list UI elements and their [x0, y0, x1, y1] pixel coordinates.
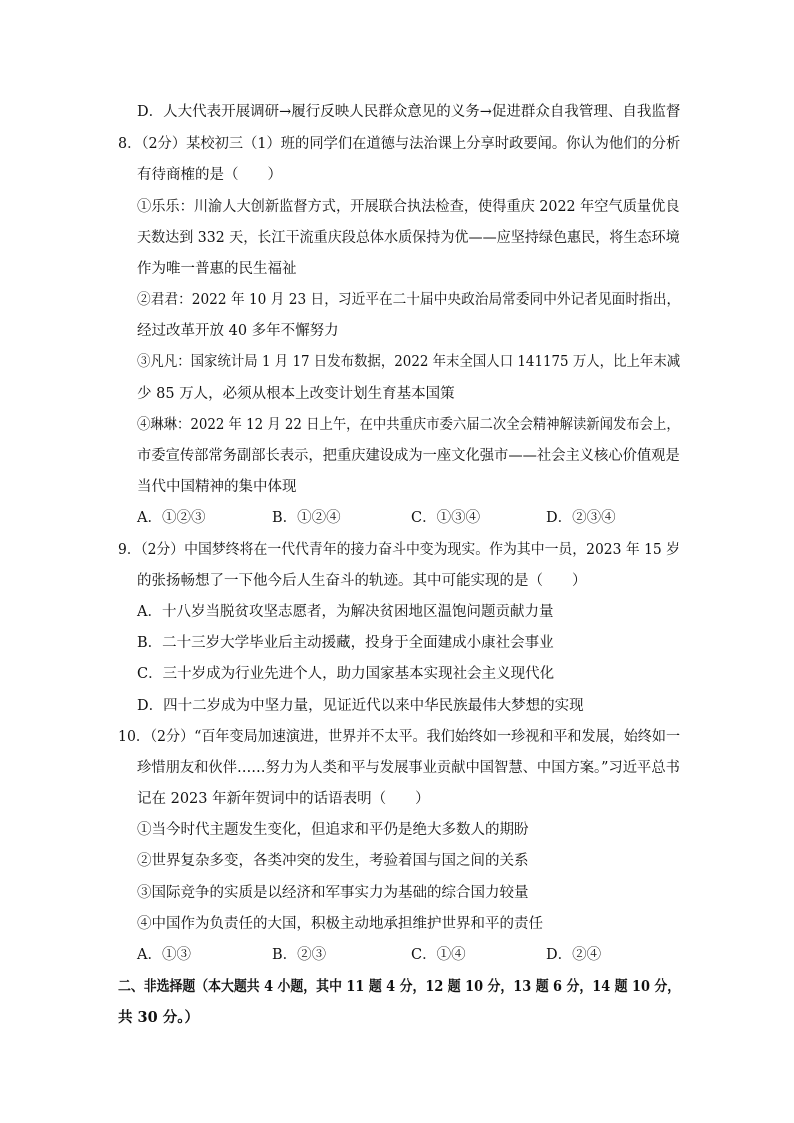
q8-item-line: 当代中国精神的集中体现: [137, 479, 297, 495]
section-2-heading: 二、非选择题（本大题共 4 小题，其中 11 题 4 分，12 题 10 分，13 题 6 分，14 题 10 分，: [118, 978, 681, 995]
q8-option-a: A．①②③: [137, 510, 206, 526]
q8-item-line: 作为唯一普惠的民生福祉: [137, 261, 297, 277]
q10-option-a: A．①③: [137, 947, 191, 963]
q8-option-c: C．①③④: [411, 510, 481, 526]
q8-item-line: ①乐乐：川渝人大创新监督方式，开展联合执法检查，使得重庆 2022 年空气质量优良: [137, 199, 680, 215]
q8-stem-line-1: 8．（2分）某校初三（1）班的同学们在道德与法治课上分享时政要闻。你认为他们的分析: [118, 136, 681, 152]
q9-stem-line-2: 的张扬畅想了一下他今后人生奋斗的轨迹。其中可能实现的是（ ）: [137, 573, 587, 589]
q10-item-line: ④中国作为负责任的大国，积极主动地承担维护世界和平的责任: [137, 916, 543, 932]
q9-stem-line-1: 9．（2分）中国梦终将在一代代青年的接力奋斗中变为现实。作为其中一员，2023 年 15 岁: [118, 542, 681, 558]
q8-item-line: ④琳琳：2022 年 12 月 22 日上午，在中共重庆市委六届二次全会精神解读新闻发布会上，: [137, 417, 680, 433]
q10-options: [0, 946, 794, 964]
q8-item-line: 天数达到 332 天，长江干流重庆段总体水质保持为优——应坚持绿色惠民，将生态环境: [137, 230, 680, 246]
q8-item-line: 市委宣传部常务副部长表示，把重庆建设成为一座文化强市——社会主义核心价值观是: [137, 448, 680, 464]
q10-option-d: D．②④: [546, 947, 602, 963]
q9-option-d: D．四十二岁成为中坚力量，见证近代以来中华民族最伟大梦想的实现: [137, 698, 584, 714]
q8-item-line: ③凡凡：国家统计局 1 月 17 日发布数据，2022 年末全国人口 141175 万人，比上年末减: [137, 354, 681, 370]
q10-stem-line-3: 记在 2023 年新年贺词中的话语表明（ ）: [137, 791, 430, 807]
q10-item-line: ②世界复杂多变，各类冲突的发生，考验着国与国之间的关系: [137, 853, 529, 869]
q10-option-c: C．①④: [411, 947, 466, 963]
q9-option-c: C．三十岁成为行业先进个人，助力国家基本实现社会主义现代化: [137, 666, 555, 682]
section-2-heading-cont: 共 30 分。）: [118, 1009, 200, 1026]
q8-item-line: 少 85 万人，必须从根本上改变计划生育基本国策: [137, 386, 455, 402]
q8-item-line: 经过改革开放 40 多年不懈努力: [137, 323, 339, 339]
q8-options: [0, 509, 794, 527]
q9-option-a: A．十八岁当脱贫攻坚志愿者，为解决贫困地区温饱问题贡献力量: [137, 604, 554, 620]
q10-stem-line-2: 珍惜朋友和伙伴……努力为人类和平与发展事业贡献中国智慧、中国方案。”习近平总书: [137, 760, 680, 776]
q7-option-d: D．人大代表开展调研→履行反映人民群众意见的义务→促进群众自我管理、自我监督: [137, 104, 681, 120]
q8-stem-line-2: 有待商榷的是（ ）: [137, 167, 282, 183]
q10-item-line: ①当今时代主题发生变化，但追求和平仍是绝大多数人的期盼: [137, 822, 529, 838]
q10-item-line: ③国际竞争的实质是以经济和军事实力为基础的综合国力较量: [137, 885, 529, 901]
q10-option-b: B．②③: [272, 947, 327, 963]
q8-option-b: B．①②④: [272, 510, 341, 526]
q9-option-b: B．二十三岁大学毕业后主动援藏，投身于全面建成小康社会事业: [137, 635, 554, 651]
q10-stem-line-1: 10．（2分）“百年变局加速演进，世界并不太平。我们始终如一珍视和平和发展，始终如一: [118, 729, 681, 745]
q8-item-line: ②君君：2022 年 10 月 23 日，习近平在二十届中央政治局常委同中外记者见面时指出，: [137, 292, 681, 308]
q8-option-d: D．②③④: [546, 510, 616, 526]
